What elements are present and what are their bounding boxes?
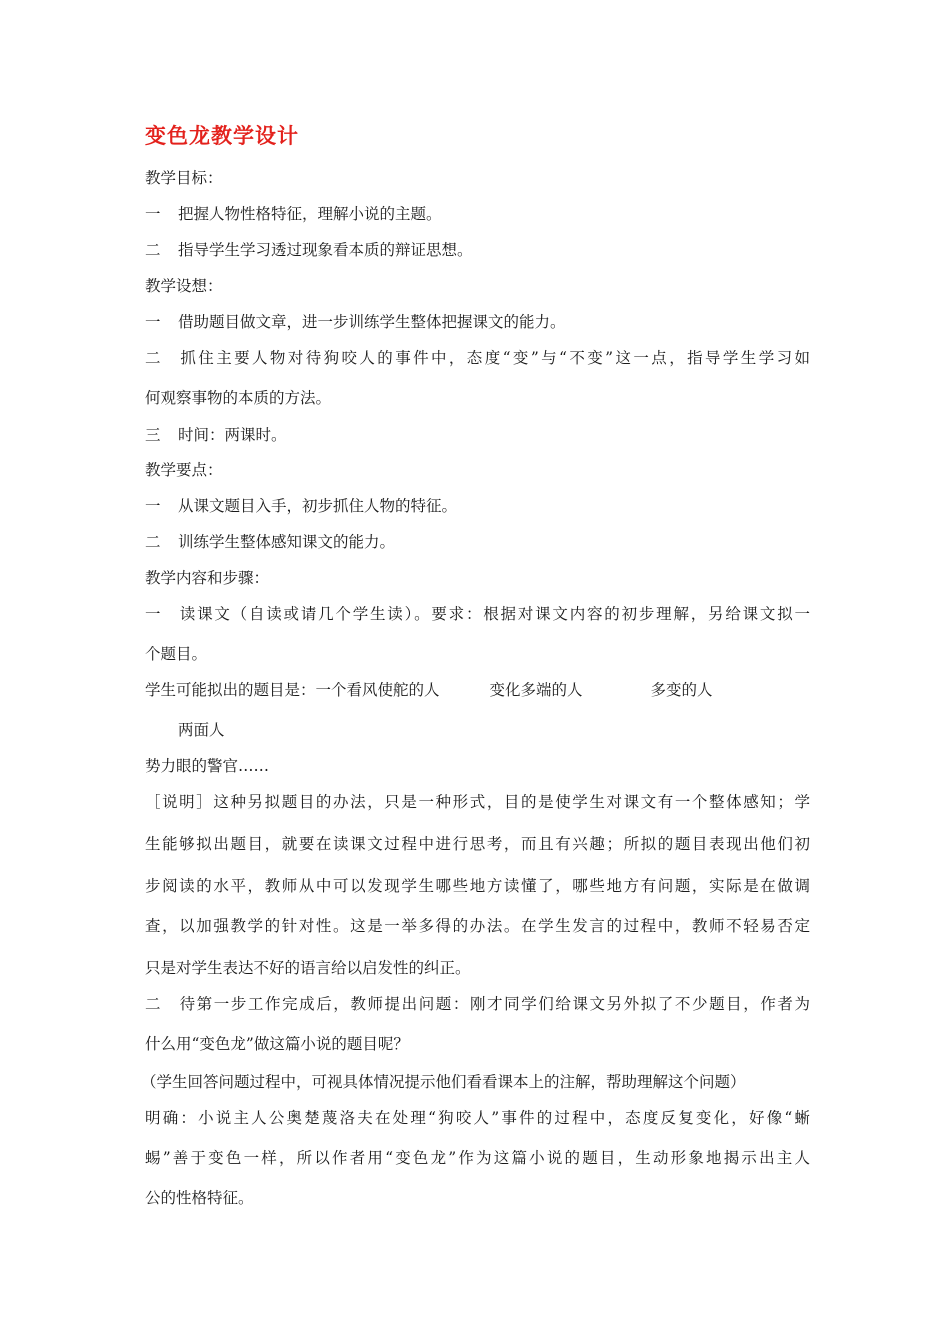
item-text: 抓住主要人物对待狗咬人的事件中，态度“变”与“不变”这一点，指导学生学习如: [178, 349, 810, 367]
note-line-1: ［说明］这种另拟题目的办法，只是一种形式，目的是使学生对课文有一个整体感知；学: [145, 793, 810, 811]
objectives-heading: 教学目标：: [145, 169, 223, 187]
design-heading: 教学设想：: [145, 277, 223, 295]
keypoints-heading: 教学要点：: [145, 461, 223, 479]
objective-item-2: [145, 240, 810, 260]
answer-line-2: 蜴”善于变色一样，所以作者用“变色龙”作为这篇小说的题目，生动形象地揭示出主人: [145, 1149, 810, 1167]
item-text: 从课文题目入手，初步抓住人物的特征。: [178, 497, 458, 515]
design-item-3: [145, 425, 810, 445]
item-text: 借助题目做文章，进一步训练学生整体把握课文的能力。: [178, 313, 566, 331]
step-2-line-1: [145, 994, 810, 1014]
design-item-1: [145, 312, 810, 332]
item-number: 三: [145, 426, 161, 444]
item-number: 一: [145, 497, 161, 515]
design-item-2-line-1: [145, 348, 810, 368]
step-1-line-1: [145, 604, 810, 624]
item-number: 二: [145, 241, 161, 259]
item-text: 读课文（自读或请几个学生读）。要求：根据对课文内容的初步理解，另给课文拟一: [178, 605, 810, 623]
note-line-4: 查，以加强教学的针对性。这是一举多得的办法。在学生发言的过程中，教师不轻易否定: [145, 917, 810, 935]
title-option-5: 势力眼的警官……: [145, 757, 270, 775]
design-item-2-line-2: 何观察事物的本质的方法。: [145, 389, 332, 407]
answer-line-3: 公的性格特征。: [145, 1189, 254, 1207]
item-text: 把握人物性格特征，理解小说的主题。: [178, 205, 442, 223]
answer-line-1: 明确：小说主人公奥楚蔑洛夫在处理“狗咬人”事件的过程中，态度反复变化，好像“蜥: [145, 1109, 810, 1127]
hint-line: （学生回答问题过程中，可视具体情况提示他们看看课本上的注解，帮助理解这个问题）: [141, 1073, 746, 1091]
item-text: 待第一步工作完成后，教师提出问题：刚才同学们给课文另外拟了不少题目，作者为: [178, 995, 810, 1013]
objective-item-1: [145, 204, 810, 224]
item-number: 二: [145, 533, 161, 551]
step-2-line-2: 什么用“变色龙”做这篇小说的题目呢？: [145, 1035, 409, 1053]
item-text: 指导学生学习透过现象看本质的辩证思想。: [178, 241, 473, 259]
title-options-intro: 学生可能拟出的题目是：一个看风使舵的人: [145, 681, 440, 699]
title-option-4: 两面人: [178, 721, 225, 739]
item-text: 时间：两课时。: [178, 426, 287, 444]
step-1-line-2: 个题目。: [145, 645, 208, 663]
item-number: 二: [145, 349, 161, 367]
item-number: 二: [145, 995, 161, 1013]
note-line-2: 生能够拟出题目，就要在读课文过程中进行思考，而且有兴趣；所拟的题目表现出他们初: [145, 835, 810, 853]
note-line-3: 步阅读的水平，教师从中可以发现学生哪些地方读懂了，哪些地方有问题，实际是在做调: [145, 877, 810, 895]
title-option-3: 多变的人: [650, 681, 713, 699]
item-text: 训练学生整体感知课文的能力。: [178, 533, 396, 551]
steps-heading: 教学内容和步骤：: [145, 569, 270, 587]
keypoint-item-1: [145, 496, 810, 516]
item-number: 一: [145, 313, 161, 331]
item-number: 一: [145, 205, 161, 223]
item-number: 一: [145, 605, 161, 623]
note-line-5: 只是对学生表达不好的语言给以启发性的纠正。: [145, 959, 471, 977]
title-options-line: [145, 680, 810, 700]
document-title: 变色龙教学设计: [145, 124, 299, 148]
keypoint-item-2: [145, 532, 810, 552]
title-option-2: 变化多端的人: [489, 681, 583, 699]
